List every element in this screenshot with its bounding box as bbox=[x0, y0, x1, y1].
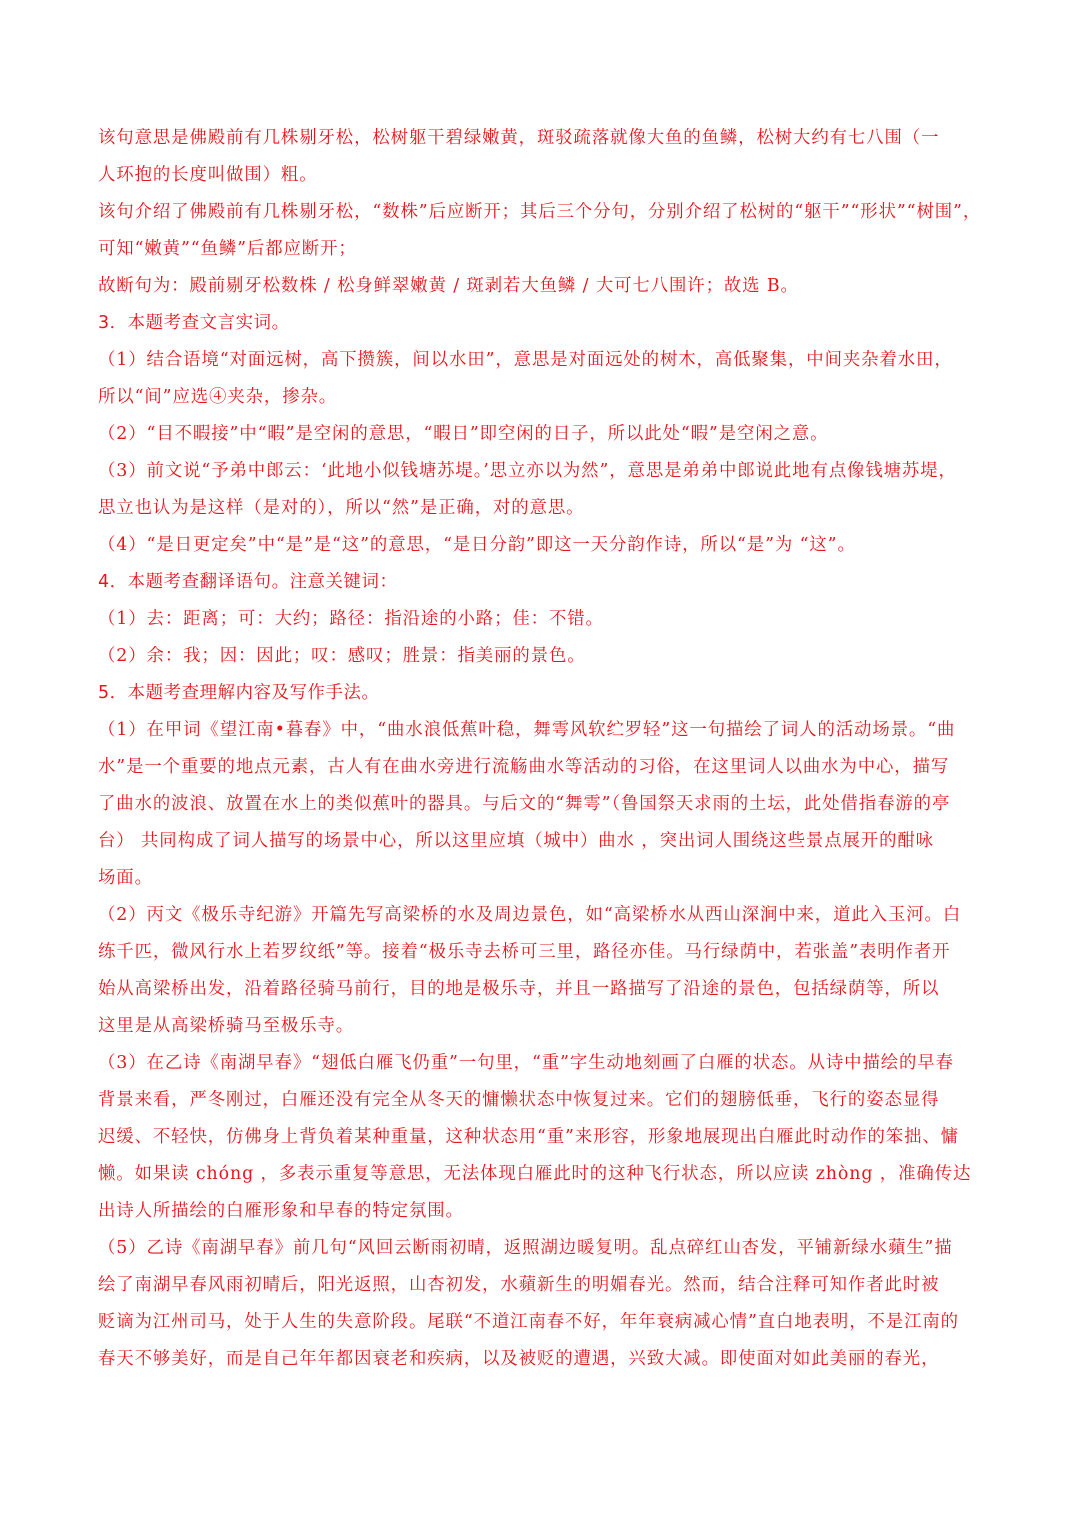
text-line: （2）“目不暇接”中“暇”是空闲的意思，“暇日”即空闲的日子，所以此处“暇”是空闲之意。 bbox=[98, 424, 829, 444]
text-line: 始从高梁桥出发，沿着路径骑马前行，目的地是极乐寺，并且一路描写了沿途的景色，包括绿荫等，所以 bbox=[98, 979, 940, 999]
text-line: （4）“是日更定矣”中“是”是“这”的意思，“是日分韵”即这一天分韵作诗，所以“是”为 “这”。 bbox=[98, 535, 856, 555]
text-line: （3）在乙诗《南湖早春》“翅低白雁飞仍重”一句里，“重”字生动地刻画了白雁的状态。从诗中描绘的早春 bbox=[98, 1053, 954, 1073]
text-line: （2）余：我；因：因此；叹：感叹；胜景：指美丽的景色。 bbox=[98, 646, 586, 666]
text-line: 了曲水的波浪、放置在水上的类似蕉叶的器具。与后文的“舞雩”（鲁国祭天求雨的土坛，此处借指春游的亭 bbox=[98, 794, 951, 814]
text-line: （1）去：距离；可：大约；路径：指沿途的小路；佳：不错。 bbox=[98, 609, 604, 629]
text-line: 出诗人所描绘的白雁形象和早春的特定氛围。 bbox=[98, 1201, 464, 1221]
text-line: 人环抱的长度叫做围）粗。 bbox=[98, 165, 318, 185]
section-heading: 4．本题考查翻译语句。注意关键词： bbox=[98, 572, 398, 592]
section-heading: 5．本题考查理解内容及写作手法。 bbox=[98, 683, 380, 703]
text-line: 可知“嫩黄”“鱼鳞”后都应断开； bbox=[98, 239, 357, 259]
text-line: 思立也认为是这样（是对的），所以“然”是正确，对的意思。 bbox=[98, 498, 585, 518]
text-line: （5）乙诗《南湖早春》前几句“风回云断雨初晴，返照湖边暖复明。乱点碎红山杏发，平铺新绿水蘋生”描 bbox=[98, 1238, 953, 1258]
text-line: 故断句为：殿前剔牙松数株 / 松身鲜翠嫩黄 / 斑剥若大鱼鳞 / 大可七八围许；故选 B。 bbox=[98, 276, 799, 296]
text-line: 迟缓、不轻快，仿佛身上背负着某种重量，这种状态用“重”来形容，形象地展现出白雁此时动作的笨拙、慵 bbox=[98, 1127, 959, 1147]
text-line: 台） 共同构成了词人描写的场景中心，所以这里应填（城中）曲水 ，突出词人围绕这些景点展开的酣咏 bbox=[98, 831, 934, 851]
text-line: 场面。 bbox=[98, 868, 153, 888]
text-line: 该句介绍了佛殿前有几株剔牙松，“数株”后应断开；其后三个分句，分别介绍了松树的“躯干”“形状”“树围”， bbox=[98, 202, 982, 222]
text-line: （1）结合语境“对面远树，高下攒簇，间以水田”，意思是对面远处的树木，高低聚集，中间夹杂着水田， bbox=[98, 350, 953, 370]
text-line: 所以“间”应选④夹杂，掺杂。 bbox=[98, 387, 338, 407]
text-line: （3）前文说“予弟中郎云：‘此地小似钱塘苏堤。’思立亦以为然”，意思是弟弟中郎说此地有点像钱塘苏堤， bbox=[98, 461, 957, 481]
text-line: 春天不够美好，而是自己年年都因衰老和疾病，以及被贬的遭遇，兴致大减。即使面对如此美丽的春光， bbox=[98, 1349, 940, 1369]
text-line: 练千匹，微风行水上若罗纹纸”等。接着“极乐寺去桥可三里，路径亦佳。马行绿荫中，若张盖”表明作者开 bbox=[98, 942, 951, 962]
text-line: （1）在甲词《望江南•暮春》中，“曲水浪低蕉叶稳，舞雩风软纻罗轻”这一句描绘了词人的活动场景。“曲 bbox=[98, 720, 956, 740]
text-line: 水”是一个重要的地点元素，古人有在曲水旁进行流觞曲水等活动的习俗，在这里词人以曲水为中心，描写 bbox=[98, 757, 950, 777]
text-line: 背景来看，严冬刚过，白雁还没有完全从冬天的慵懒状态中恢复过来。它们的翅膀低垂，飞行的姿态显得 bbox=[98, 1090, 940, 1110]
text-line: 这里是从高梁桥骑马至极乐寺。 bbox=[98, 1016, 355, 1036]
text-line: 该句意思是佛殿前有几株剔牙松，松树躯干碧绿嫩黄，斑驳疏落就像大鱼的鱼鳞，松树大约有七八围（一 bbox=[98, 128, 940, 148]
answer-explanation-text bbox=[98, 120, 986, 1378]
text-line: 贬谪为江州司马，处于人生的失意阶段。尾联“不道江南春不好，年年衰病减心情”直白地表明，不是江南的 bbox=[98, 1312, 959, 1332]
text-line: （2）丙文《极乐寺纪游》开篇先写高梁桥的水及周边景色，如“高梁桥水从西山深涧中来，道此入玉河。白 bbox=[98, 905, 962, 925]
text-line: 绘了南湖早春风雨初晴后，阳光返照，山杏初发，水蘋新生的明媚春光。然而，结合注释可知作者此时被 bbox=[98, 1275, 940, 1295]
section-heading: 3．本题考查文言实词。 bbox=[98, 313, 290, 333]
text-line: 懒。如果读 chóng ，多表示重复等意思，无法体现白雁此时的这种飞行状态，所以应读 zhòng ，准确传达 bbox=[98, 1164, 972, 1184]
